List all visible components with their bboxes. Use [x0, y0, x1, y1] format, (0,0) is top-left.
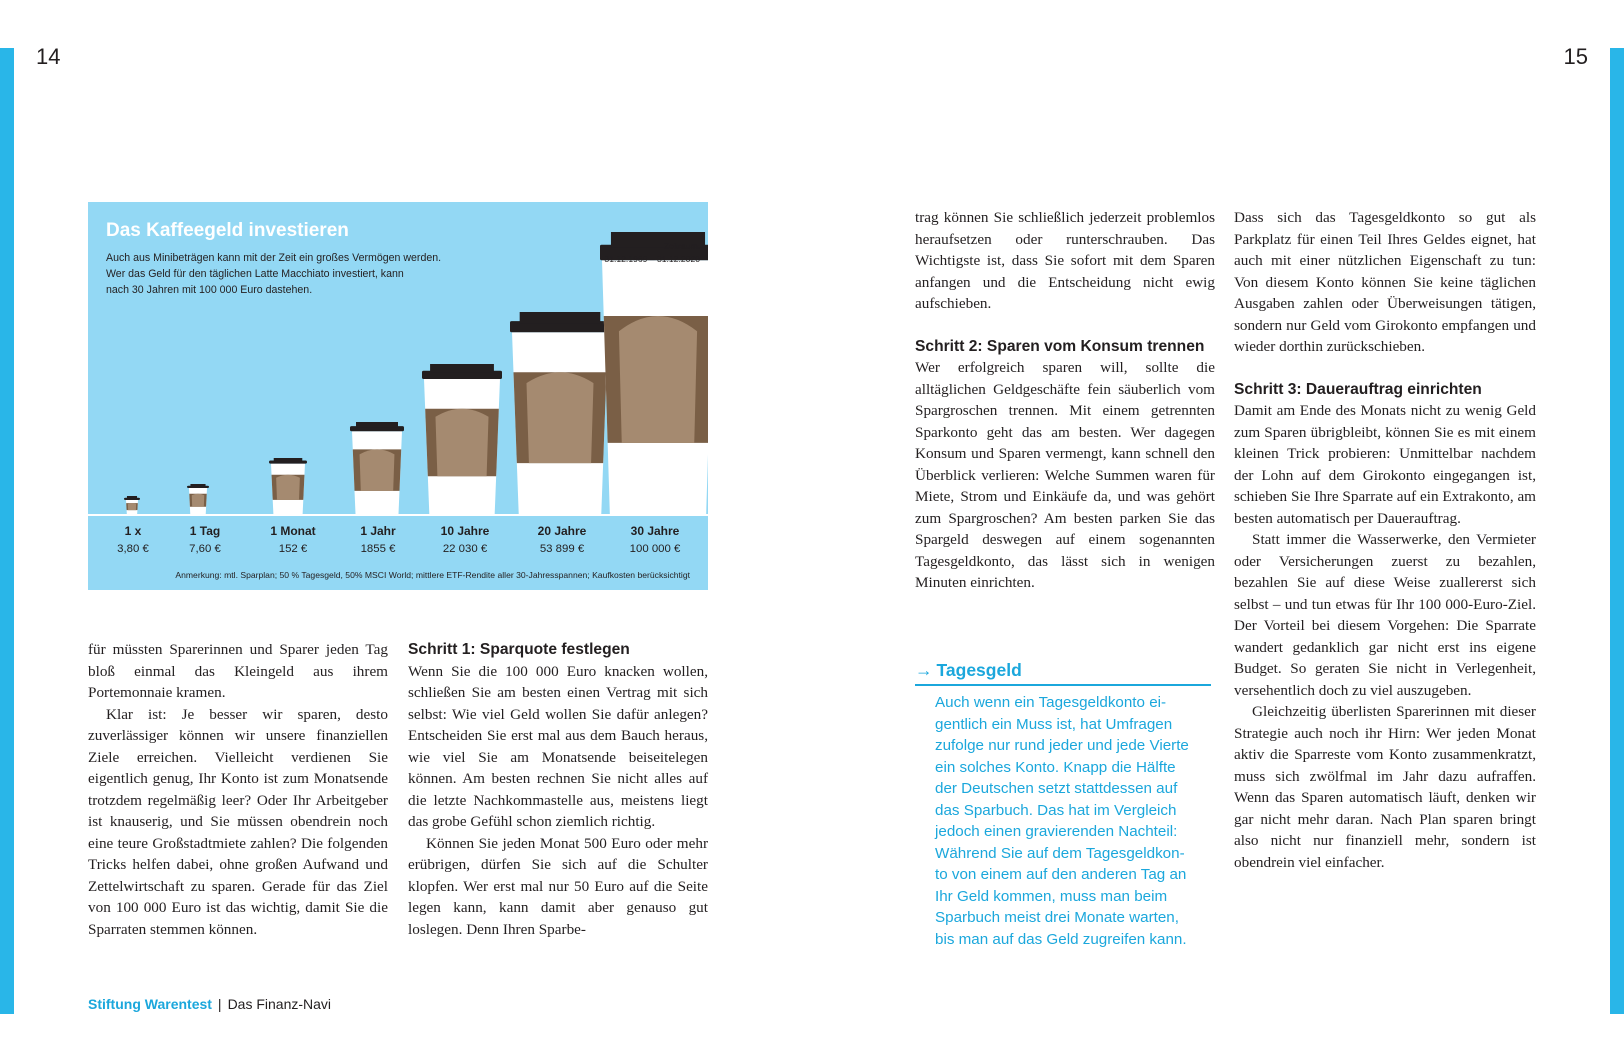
footer-separator: | [217, 996, 222, 1012]
paragraph: Statt immer die Wasserwerke, den Vermieter oder Versicherungen zuerst zu bezahlen, bezahlen Sie auf diese Weise zuallererst sich selbst – und tun etwas für Ihr 100 000-Euro-Ziel. Der Vorteil bei diesem Vorgehen: Die Sparrate wandert gedanklich gar nicht erst ins eigene Budget. So geraten Sie nicht in Verlegenheit, versehentlich doch zu viel auszugeben. [1234, 531, 1536, 699]
text-column-1 [88, 639, 388, 940]
tip-body [915, 692, 1211, 950]
coffee-infographic [88, 202, 708, 590]
page-footer [88, 996, 331, 1012]
section-heading-step-3: Schritt 3: Dauerauftrag einrichten [1234, 380, 1482, 398]
tip-title: Tagesgeld [936, 660, 1022, 680]
coffee-cup-icon [600, 232, 708, 514]
cup-label [420, 522, 510, 558]
paragraph: Damit am Ende des Monats nicht zu wenig Geld zum Sparen übrigbleibt, können Sie es mit einem kleinen Trick probieren: Unmittelbar nachdem der Lohn auf dem Girokonto eingegangen ist, schieben Sie Ihre Sparrate auf ein Extrakonto, am besten automatisch per Dauerauftrag. [1234, 402, 1536, 527]
coffee-cup-icon [124, 496, 140, 514]
cup-label-amount: 1855 € [360, 543, 396, 555]
cup-label [333, 522, 423, 558]
infographic-lead-line: Wer das Geld für den täglichen Latte Macchiato investiert, kann [106, 268, 404, 280]
cup-label-period: 20 Jahre [537, 524, 587, 538]
tip-line: to von einem auf den anderen Tag an [935, 866, 1187, 883]
zeitraum-box [604, 240, 700, 266]
cup-label [517, 522, 607, 558]
infographic-baseline [88, 514, 708, 516]
coffee-cup-icon [422, 364, 502, 514]
tip-line: jedoch einen gravierenden Nachteil: [935, 823, 1178, 840]
tip-line: bis man auf das Geld zugreifen kann. [935, 930, 1187, 948]
cup-label [248, 522, 338, 558]
tagesgeld-tip [915, 658, 1211, 950]
tip-line: Ihr Geld kommen, muss man beim [935, 887, 1168, 905]
tip-line: Auch wenn ein Tagesgeldkonto ei- [935, 694, 1167, 711]
tip-line: der Deutschen setzt stattdessen auf [935, 780, 1178, 797]
cup-label-period: 1 Tag [189, 524, 221, 538]
infographic-note: Anmerkung: mtl. Sparplan; 50 % Tagesgeld, 50% MSCI World; mittlere ETF-Rendite aller 30-Jahresspannen; Kaufkosten berücksichtigt [175, 570, 690, 580]
tip-line: zufolge nur rund jeder und jede Vierte [935, 737, 1189, 754]
footer-book-title: Das Finanz-Navi [227, 996, 332, 1012]
paragraph: für müssten Sparerinnen und Sparer jeden Tag bloß einmal das Kleingeld aus ihrem Portemonnaie kramen. [88, 641, 388, 701]
cup-label [610, 522, 700, 558]
tip-line: das Sparbuch. Das hat im Vergleich [935, 801, 1177, 819]
tip-line: gentlich ein Muss ist, hat Umfragen [935, 715, 1173, 733]
cup-label [160, 522, 250, 558]
coffee-cup-icon [510, 312, 610, 514]
infographic-title: Das Kaffeegeld investieren [106, 220, 349, 241]
cup-label-period: 30 Jahre [630, 524, 680, 538]
cup-label-amount: 22 030 € [442, 543, 488, 555]
cup-label-amount: 100 000 € [629, 543, 681, 555]
text-column-3 [915, 207, 1215, 594]
infographic-lead-line: Auch aus Minibeträgen kann mit der Zeit ein großes Vermögen werden. [106, 252, 442, 264]
infographic-lead-line: nach 30 Jahren mit 100 000 Euro dastehen. [106, 284, 313, 296]
paragraph: Wer erfolgreich sparen will, sollte die alltäglichen Geldgeschäfte fein säuberlich vom Spargroschen trennen. Mit einem getrennten Sparkonto geht das am besten. Wer dagegen Konsum und Sparen vermengt, kann schnell den Überblick verlieren: Welche Summen waren für Miete, Strom und Einkäufe da, und was gehört zum Spargroschen? Am besten parken Sie das Spargeld deswegen auf einem sogenannten Tagesgeldkonto, das lässt sich in wenigen Minuten einrichten. [915, 359, 1215, 591]
paragraph: Dass sich das Tagesgeldkonto so gut als Parkplatz für einen Teil Ihres Geldes eignet, hat auch mit einer nützlichen Eigenschaft zu tun: Von diesem Konto können Sie keine täglichen Ausgaben zahlen oder Überweisungen tätigen, sondern nur Geld vom Girokonto empfangen und wieder dorthin zurückschieben. [1234, 209, 1536, 355]
tip-line: Sparbuch meist drei Monate warten, [935, 909, 1179, 926]
left-edge-bar [0, 48, 14, 1014]
text-column-4 [1234, 207, 1536, 873]
section-heading-step-2: Schritt 2: Sparen vom Konsum trennen [915, 337, 1205, 355]
section-heading-step-1: Schritt 1: Sparquote festlegen [408, 641, 630, 658]
page-number-left: 14 [36, 44, 61, 69]
cup-label-amount: 7,60 € [189, 543, 221, 555]
paragraph: Gleichzeitig überlisten Sparerinnen mit dieser Strategie auch noch ihr Hirn: Wer jeden Monat aktiv die Sparreste vom Konto zusammenkratzt, muss sich zwölfmal im Jahr dazu aufraffen. Wenn das Sparen automatisch läuft, denken wir gar nicht mehr daran. Nach Plan sparen bringt also nicht nur finanziell mehr, sondern ist obendrein viel einfacher. [1234, 703, 1536, 871]
tip-line: ein solches Konto. Knapp die Hälfte [935, 758, 1176, 776]
arrow-right-icon: → [915, 660, 933, 680]
zeitraum-value: 31.12.1969 – 31.12.2020 [604, 254, 700, 264]
cup-label-period: 1 Monat [270, 524, 316, 538]
cup-label-period: 1 x [124, 524, 142, 538]
coffee-cup-icon [269, 458, 307, 514]
tip-heading [915, 658, 1211, 686]
tip-line: Während Sie auf dem Tagesgeldkon- [935, 844, 1185, 862]
right-edge-bar [1610, 48, 1624, 1014]
cup-label-amount: 152 € [278, 543, 308, 555]
page-number-right: 15 [1563, 44, 1588, 69]
cup-label-amount: 53 899 € [539, 543, 585, 555]
footer-brand: Stiftung Warentest [88, 996, 212, 1012]
paragraph: Können Sie jeden Monat 500 Euro oder mehr erübrigen, dürfen Sie sich auf die Schulter klopfen. Wer erst mal nur 50 Euro auf die Seite legen kann, kann damit aber genauso gut loslegen. Denn Ihren Sparbe- [408, 834, 708, 938]
paragraph: Klar ist: Je besser wir sparen, desto zuverlässiger können wir unsere finanziellen Ziele erreichen. Vielleicht verdienen Sie eigentlich genug, Ihr Konto ist zum Monatsende trotzdem regelmäßig leer? Oder Ihr Arbeitgeber ist knauserig, und Sie müssen obendrein noch eine teure Großstadtmiete zahlen? Die folgenden Tricks helfen dabei, ohne großen Aufwand und Zettelwirtschaft zu sparen. Gerade für das Ziel von 100 000 Euro ist das wichtig, damit Sie die Sparraten stemmen können. [88, 705, 388, 938]
text-column-2 [408, 639, 708, 940]
coffee-cup-icon [350, 422, 404, 514]
zeitraum-label: Zeitraum: [663, 241, 700, 251]
coffee-cup-icon [187, 484, 209, 514]
cup-label-amount: 3,80 € [117, 543, 149, 555]
paragraph: trag können Sie schließlich jederzeit problemlos heraufsetzen oder runterschrauben. Das Wichtigste ist, dass Sie sofort mit dem Sparen anfangen und die Entscheidung nicht ewig aufschieben. [915, 209, 1215, 312]
cup-label-period: 10 Jahre [440, 524, 490, 538]
cup-label-period: 1 Jahr [360, 524, 396, 538]
paragraph: Wenn Sie die 100 000 Euro knacken wollen, schließen Sie am besten einen Vertrag mit sich selbst: Wie viel Geld wollen Sie dafür anlegen? Entscheiden Sie erst mal aus dem Bauch heraus, wie viel Sie am Monatsende beiseitelegen können. Am besten rechnen Sie nicht alles auf die letzte Nachkommastelle aus, meistens liegt das grobe Gefühl schon ziemlich richtig. [408, 662, 708, 830]
